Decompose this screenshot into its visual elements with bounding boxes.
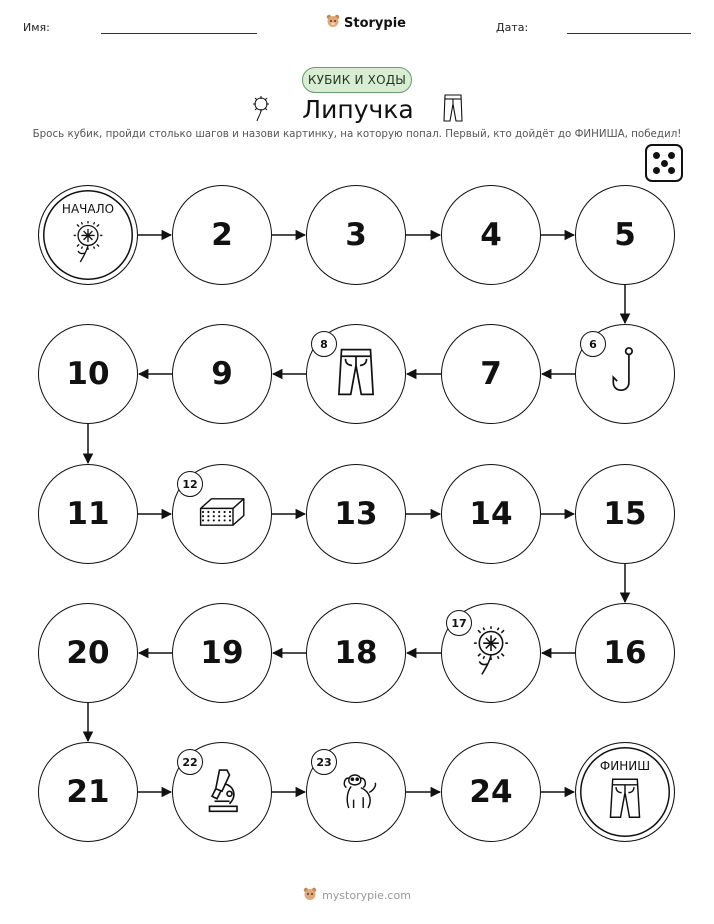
board-cell [38, 185, 138, 285]
start-label: НАЧАЛО [61, 202, 115, 216]
burdock-icon [471, 625, 511, 681]
cell-number: 24 [469, 774, 513, 810]
cell-number: 7 [480, 356, 502, 392]
board-cell [306, 464, 406, 564]
cell-number: 19 [200, 635, 244, 671]
cell-number: 11 [66, 496, 110, 532]
cell-number-badge: 23 [311, 749, 337, 775]
cell-number: 2 [211, 217, 233, 253]
board-cell [172, 324, 272, 424]
cell-number: 14 [469, 496, 513, 532]
board-cell [575, 742, 675, 842]
sponge-icon [197, 494, 247, 534]
cell-number: 4 [480, 217, 502, 253]
microscope-icon [202, 766, 242, 818]
footer [0, 887, 714, 904]
board-cell [172, 603, 272, 703]
board-cell [441, 742, 541, 842]
board-cell [575, 185, 675, 285]
cell-number: 5 [614, 217, 636, 253]
fish-hook-icon [605, 346, 645, 402]
board-cell [172, 464, 272, 564]
board-cell [575, 603, 675, 703]
board-cell [575, 324, 675, 424]
footer-bear-icon [303, 887, 317, 904]
title-text: Липучка [302, 95, 414, 124]
puppy-icon [332, 768, 380, 816]
instructions: Брось кубик, пройди столько шагов и назови картинку, на которую попал. Первый, кто дойдёт до ФИНИША, победил! [32, 128, 682, 140]
cell-number: 20 [66, 635, 110, 671]
cell-number-badge: 22 [177, 749, 203, 775]
board-cell [441, 603, 541, 703]
board-cell [306, 603, 406, 703]
board-cell [172, 742, 272, 842]
board-cell [441, 185, 541, 285]
footer-url[interactable]: mystorypie.com [322, 889, 411, 902]
name-label: Имя: [23, 21, 50, 34]
cell-number-badge: 8 [311, 331, 337, 357]
board-cell [441, 324, 541, 424]
pants-icon [336, 347, 376, 401]
cell-number-badge: 12 [177, 471, 203, 497]
cell-number: 16 [603, 635, 647, 671]
cell-number-badge: 6 [580, 331, 606, 357]
date-label: Дата: [496, 21, 529, 34]
pants-icon [608, 777, 642, 824]
board-cell [441, 464, 541, 564]
brand-name: Storypie [344, 15, 406, 31]
cell-number: 13 [334, 496, 378, 532]
board-cell [38, 742, 138, 842]
cell-number: 9 [211, 356, 233, 392]
board-cell [306, 324, 406, 424]
cell-number: 18 [334, 635, 378, 671]
board-cell [306, 742, 406, 842]
cell-number: 21 [66, 774, 110, 810]
cell-number: 15 [603, 496, 647, 532]
board-cell [38, 603, 138, 703]
board-cell [38, 324, 138, 424]
cell-number: 3 [345, 217, 367, 253]
cell-number: 10 [66, 356, 110, 392]
board-cell [38, 464, 138, 564]
finish-label: ФИНИШ [599, 759, 651, 773]
board-cell [306, 185, 406, 285]
board-cell [172, 185, 272, 285]
cell-number-badge: 17 [446, 610, 472, 636]
game-type-badge: КУБИК И ХОДЫ [302, 67, 412, 93]
board-cell [575, 464, 675, 564]
burdock-icon [71, 220, 105, 268]
